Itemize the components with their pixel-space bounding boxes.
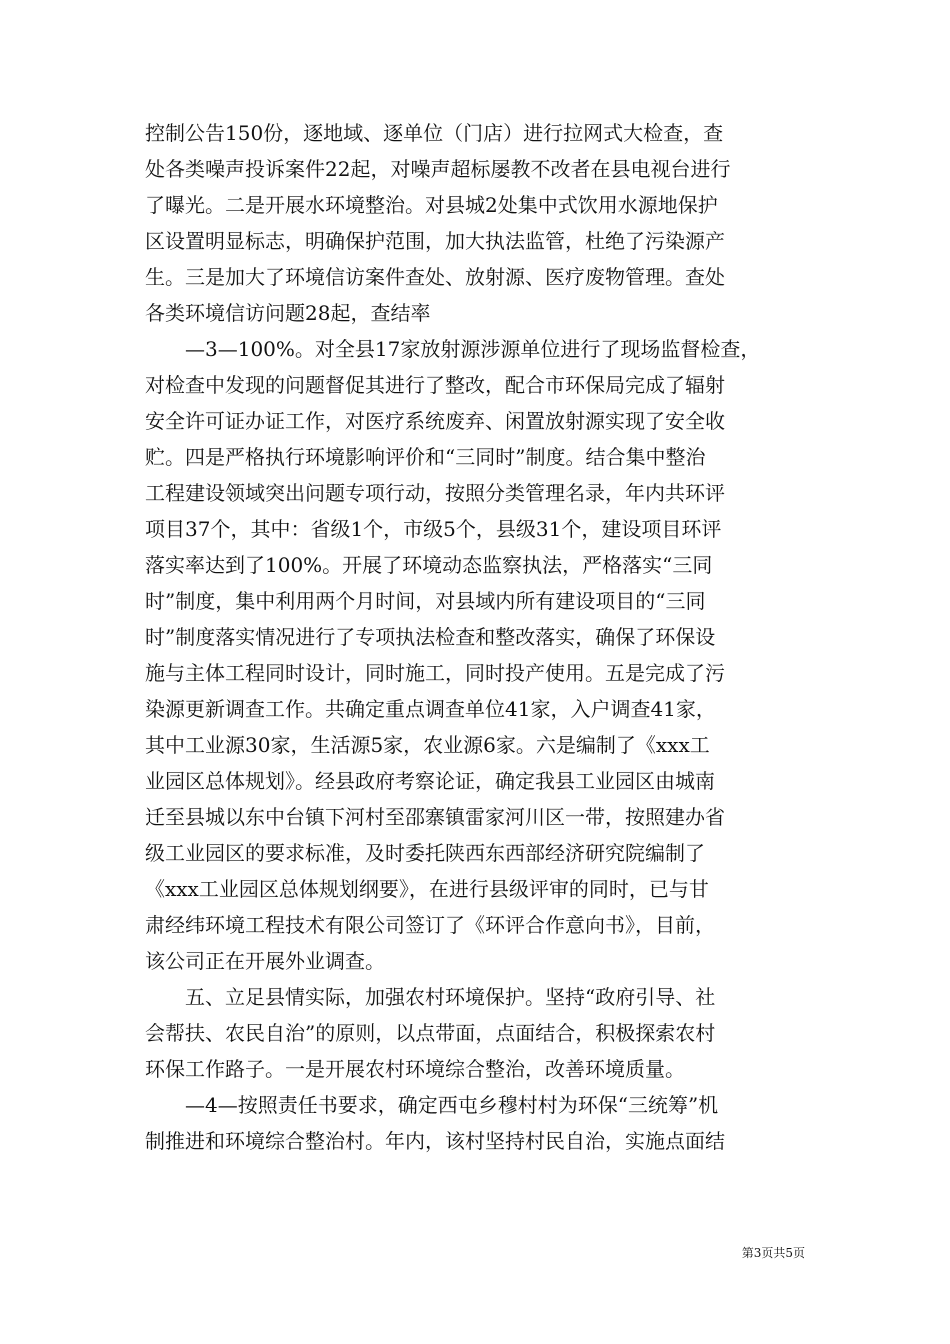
text-line: 生。三是加大了环境信访案件查处、放射源、医疗废物管理。查处 — [145, 265, 725, 289]
document-body — [145, 115, 805, 1159]
text-line: 了曝光。二是开展水环境整治。对县城2处集中式饮用水源地保护 — [145, 193, 718, 217]
text-line: —4—按照责任书要求，确定西屯乡穆村村为环保“三统筹”机 — [185, 1093, 719, 1117]
text-line: 业园区总体规划》。经县政府考察论证，确定我县工业园区由城南 — [145, 769, 715, 793]
text-line: 工程建设领域突出问题专项行动，按照分类管理名录，年内共环评 — [145, 481, 725, 505]
text-line: 安全许可证办证工作，对医疗系统废弃、闲置放射源实现了安全收 — [145, 409, 725, 433]
text-line: 贮。四是严格执行环境影响评价和“三同时”制度。结合集中整治 — [145, 445, 706, 469]
text-line: 五、立足县情实际，加强农村环境保护。坚持“政府引导、社 — [185, 985, 716, 1009]
text-line: 施与主体工程同时设计，同时施工，同时投产使用。五是完成了污 — [145, 661, 725, 685]
text-line: 处各类噪声投诉案件22起，对噪声超标屡教不改者在县电视台进行 — [145, 157, 731, 181]
text-line: 区设置明显标志，明确保护范围，加大执法监管，杜绝了污染源产 — [145, 229, 725, 253]
text-line: 迁至县城以东中台镇下河村至邵寨镇雷家河川区一带，按照建办省 — [145, 805, 725, 829]
text-line: 会帮扶、农民自治”的原则，以点带面，点面结合，积极探索农村 — [145, 1021, 716, 1045]
text-line: 落实率达到了100%。开展了环境动态监察执法，严格落实“三同 — [145, 553, 713, 577]
text-line: 其中工业源30家，生活源5家，农业源6家。六是编制了《xxx工 — [145, 733, 710, 757]
text-line: 控制公告150份，逐地域、逐单位（门店）进行拉网式大检查，查 — [145, 121, 724, 145]
text-line: 环保工作路子。一是开展农村环境综合整治，改善环境质量。 — [145, 1057, 685, 1081]
text-line: 对检查中发现的问题督促其进行了整改，配合市环保局完成了辐射 — [145, 373, 725, 397]
text-line: 项目37个，其中：省级1个，市级5个，县级31个，建设项目环评 — [145, 517, 722, 541]
text-line: 时”制度，集中利用两个月时间，对县域内所有建设项目的“三同 — [145, 589, 706, 613]
text-line: 制推进和环境综合整治村。年内，该村坚持村民自治，实施点面结 — [145, 1129, 725, 1153]
page-number: 第3页共5页 — [741, 1246, 805, 1260]
text-line: 《xxx工业园区总体规划纲要》，在进行县级评审的同时，已与甘 — [145, 877, 709, 901]
text-line: —3—100%。对全县17家放射源涉源单位进行了现场监督检查， — [185, 337, 761, 361]
text-line: 时”制度落实情况进行了专项执法检查和整改落实，确保了环保设 — [145, 625, 716, 649]
text-line: 染源更新调查工作。共确定重点调查单位41家，入户调查41家， — [145, 697, 716, 721]
text-line: 肃经纬环境工程技术有限公司签订了《环评合作意向书》，目前， — [145, 913, 715, 937]
text-line: 各类环境信访问题28起，查结率 — [145, 301, 431, 325]
text-line: 该公司正在开展外业调查。 — [145, 949, 385, 973]
text-line: 级工业园区的要求标准，及时委托陕西东西部经济研究院编制了 — [145, 841, 705, 865]
